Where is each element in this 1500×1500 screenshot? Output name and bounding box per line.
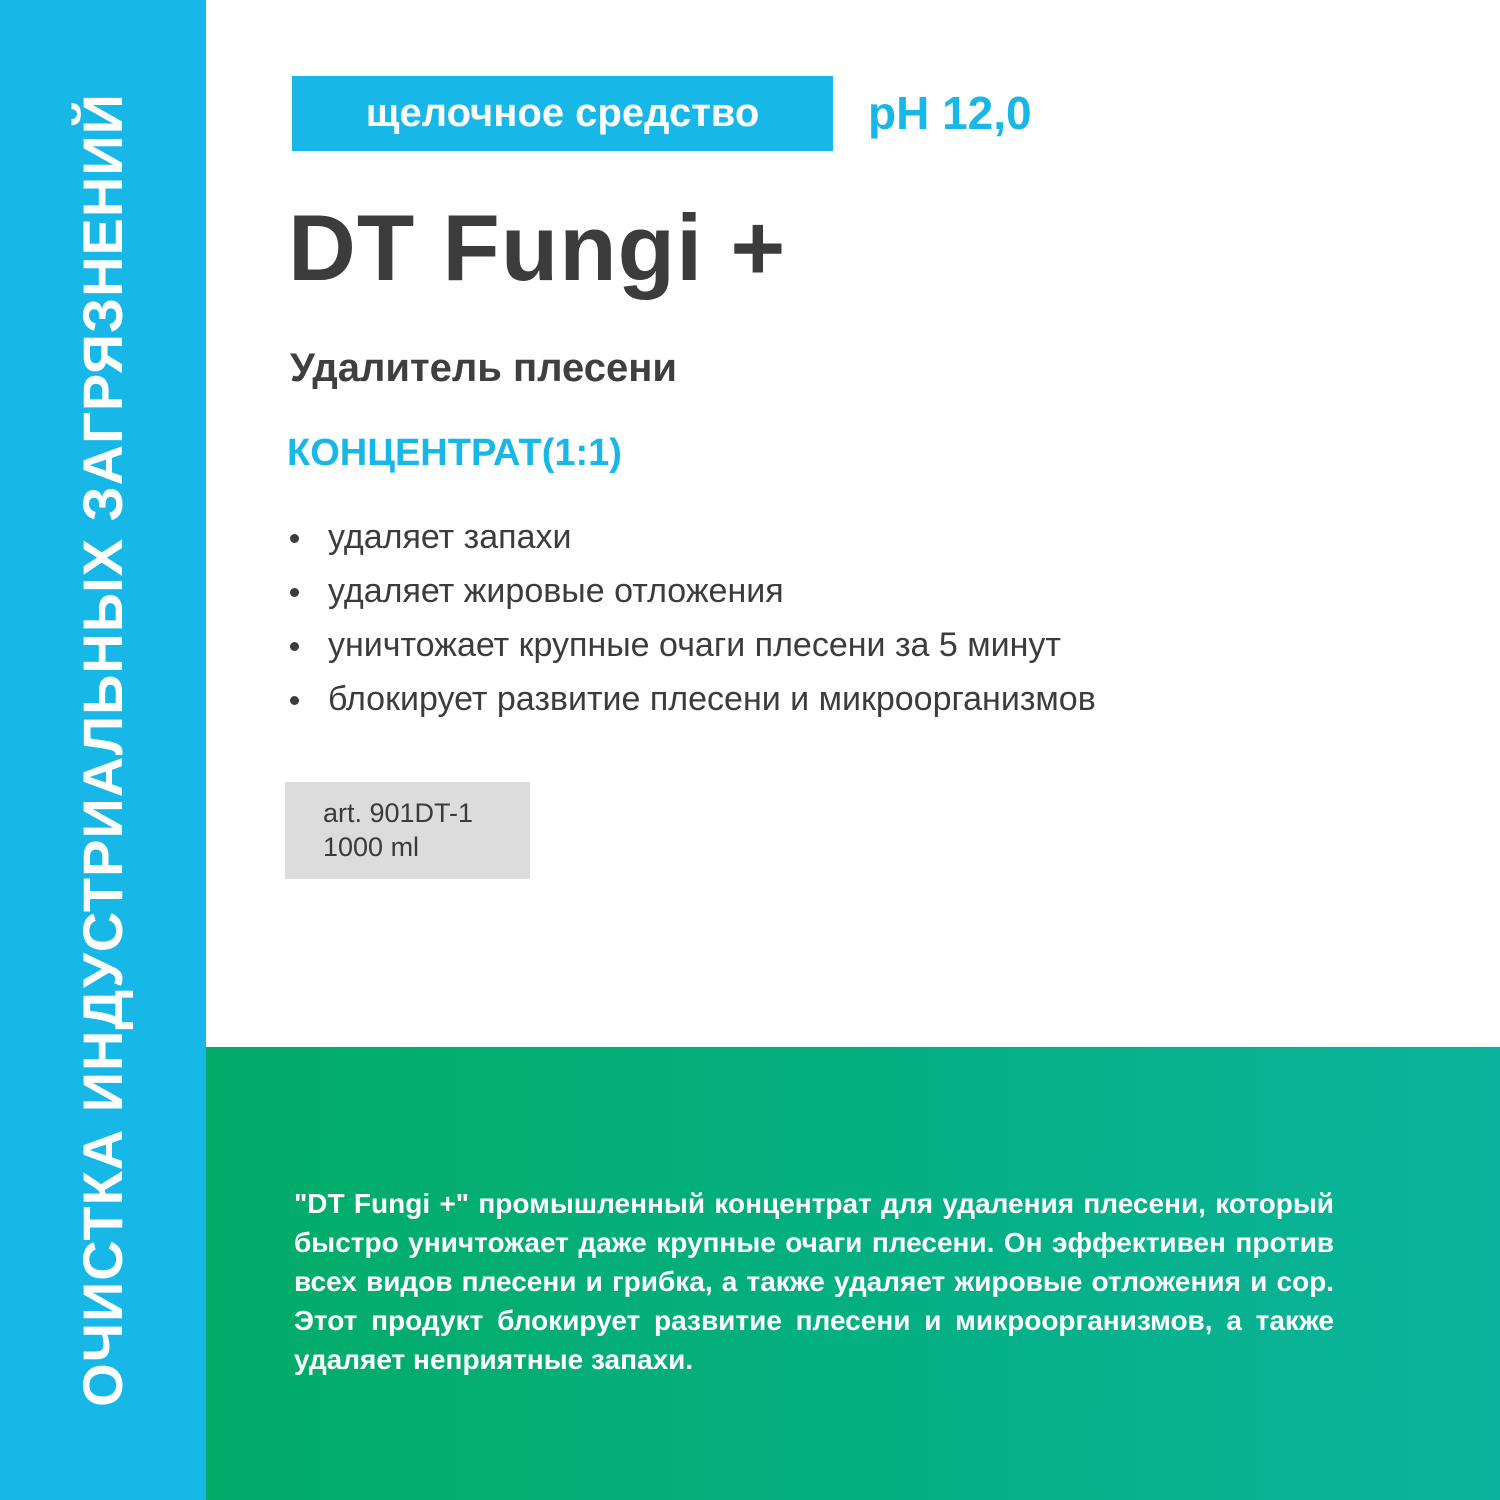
article-number: art. 901DT-1 [323,798,474,828]
feature-text: удаляет запахи [328,518,572,556]
bullet-icon [290,642,299,651]
article-box [285,782,530,879]
feature-item [290,618,1096,672]
feature-item [290,510,1096,564]
feature-text: уничтожает крупные очаги плесени за 5 минут [328,626,1061,664]
feature-text: удаляет жировые отложения [328,572,784,610]
ph-value: pH 12,0 [868,87,1032,139]
bullet-icon [290,534,299,543]
side-banner-text: ОЧИСТКА ИНДУСТРИАЛЬНЫХ ЗАГРЯЗНЕНИЙ [71,93,134,1407]
feature-list [290,510,1096,726]
feature-item [290,564,1096,618]
product-description: "DT Fungi +" промышленный концентрат для удаления плесени, который быстро уничтожает даже крупные очаги плесени. Он эффективен против всех видов плесени и грибка, а также удаляет жировые отложения и сор. Этот продукт блокирует развитие плесени и микроорганизмов, а также удаляет неприятные запахи. [294,1188,1334,1375]
bullet-icon [290,696,299,705]
product-subtitle: Удалитель плесени [290,346,677,390]
description-panel [206,1047,1500,1500]
product-volume: 1000 ml [323,832,420,862]
feature-item [290,672,1096,726]
feature-text: блокирует развитие плесени и микроорганизмов [328,680,1096,718]
concentrate-label: КОНЦЕНТРАТ(1:1) [287,432,622,474]
bullet-icon [290,588,299,597]
product-name: DT Fungi + [288,195,787,300]
side-banner [0,0,206,1500]
product-type-badge: щелочное средство [292,76,833,151]
